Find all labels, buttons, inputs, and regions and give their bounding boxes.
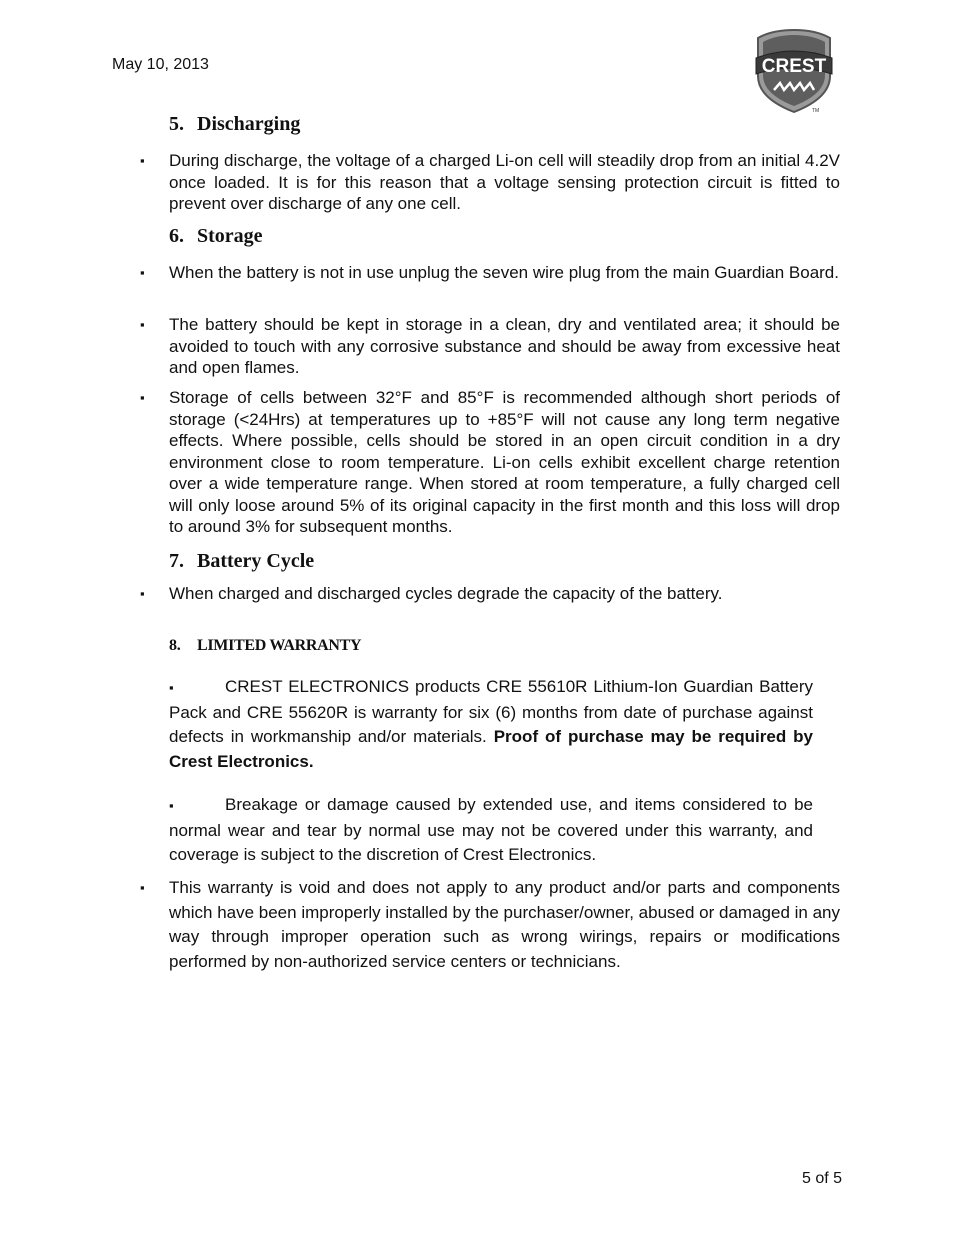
section-heading-storage [169,224,263,248]
crest-shield-icon [752,28,836,114]
list-item [140,314,840,379]
bullet-square-icon: ▪ [140,153,145,168]
warranty-exclusions-text: Breakage or damage caused by extended use, and items considered to be normal wear and tear by normal use may not be covered under this warranty, and coverage is subject to the discretion of Crest Electronics. [169,795,813,865]
section-heading-discharging [169,112,300,136]
section-number: 7. [169,550,184,572]
section-title: LIMITED WARRANTY [197,637,362,654]
bullet-text: The battery should be kept in storage in a clean, dry and ventilated area; it should be avoided to touch with any corrosive substance and should be away from excessive heat and open flames. [169,315,840,377]
warranty-paragraph-exclusions [169,793,813,868]
section-number: 6. [169,225,184,247]
section-number: 5. [169,113,184,135]
section-heading-limited-warranty [169,636,361,656]
bullet-square-icon: ▪ [140,317,145,332]
bullet-text: During discharge, the voltage of a charged Li-on cell will steadily drop from an initial 4.2V once loaded. It is for this reason that a voltage sensing protection circuit is fitted to prevent over discharge of any one cell. [169,151,840,213]
list-item [140,387,840,538]
logo-text: CREST [761,56,827,77]
section-title: Storage [197,225,263,247]
section-title: Battery Cycle [197,550,315,572]
bullet-square-icon: ▪ [140,880,145,895]
list-item [140,583,840,605]
bullet-square-icon: ▪ [140,265,145,280]
warranty-proof-notice: Proof of purchase may be required by Crest Electronics. [169,727,814,771]
bullet-square-icon: ▪ [140,390,145,405]
section-title: Discharging [197,113,301,135]
warranty-paragraph-coverage [169,675,813,774]
crest-logo [752,28,836,114]
bullet-square-icon: ▪ [169,798,174,813]
warranty-coverage-text: CREST ELECTRONICS products CRE 55610R Lithium-Ion Guardian Battery Pack and CRE 55620R is warranty for six (6) months from date of purchase against defects in workmanship and/or materials. [169,677,813,747]
bullet-text: This warranty is void and does not apply to any product and/or parts and components which have been improperly installed by the purchaser/owner, abused or damaged in any way through improper operation such as wrong wirings, repairs or modifications performed by non-authorized service centers or technicians. [169,878,840,971]
bullet-text: Storage of cells between 32°F and 85°F is recommended although short periods of storage (<24Hrs) at temperatures up to +85°F will not cause any long term negative effects. Where possible, cells should be stored in an open circuit condition in a dry environment close to room temperature. Li-on cells exhibit excellent charge retention over a wide temperature range. When stored at room temperature, a fully charged cell will only loose around 5% of its original capacity in the first month and this loss will drop to around 3% for subsequent months. [169,388,840,536]
bullet-square-icon: ▪ [169,680,174,695]
section-number: 8. [169,637,181,654]
document-date: May 10, 2013 [112,56,209,73]
bullet-text: When charged and discharged cycles degrade the capacity of the battery. [169,584,723,603]
bullet-square-icon: ▪ [140,586,145,601]
list-item [140,876,840,974]
list-item [140,150,840,215]
logo-trademark: TM [812,108,820,114]
section-heading-battery-cycle [169,549,314,573]
bullet-text: When the battery is not in use unplug the seven wire plug from the main Guardian Board. [169,263,839,282]
page-number: 5 of 5 [801,1170,842,1187]
list-item [140,262,840,284]
